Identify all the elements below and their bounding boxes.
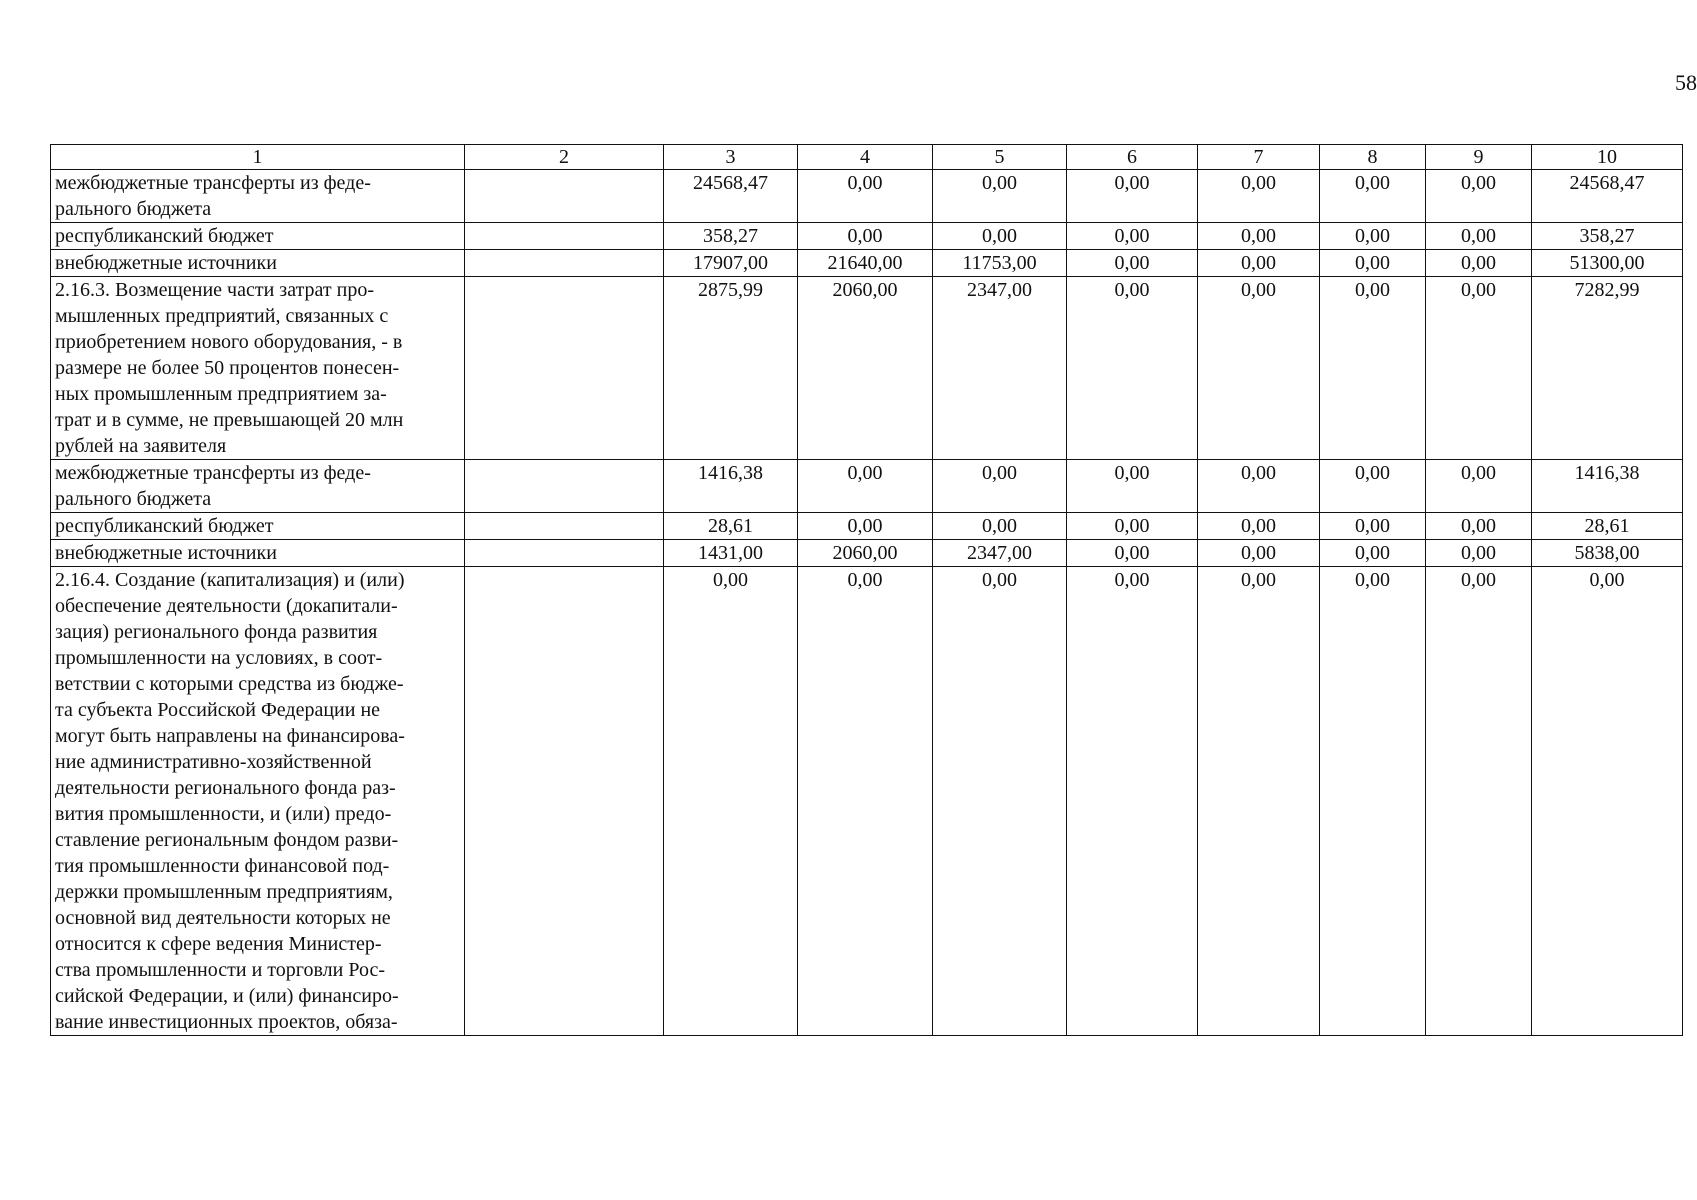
- row-col2: [465, 567, 664, 1036]
- value-cell: 0,00: [933, 170, 1067, 223]
- table-row: [51, 513, 1683, 540]
- row-label: межбюджетные трансферты из феде- рального бюджета: [51, 460, 465, 513]
- value-cell: 28,61: [1532, 513, 1683, 540]
- table-row: [51, 460, 1683, 513]
- value-cell: 24568,47: [1532, 170, 1683, 223]
- table-row: [51, 170, 1683, 223]
- value-cell: 0,00: [798, 223, 933, 250]
- row-col2: [465, 250, 664, 277]
- row-label: внебюджетные источники: [51, 250, 465, 277]
- row-col2: [465, 170, 664, 223]
- value-cell: 0,00: [1067, 170, 1198, 223]
- value-cell: 7282,99: [1532, 277, 1683, 460]
- value-cell: 24568,47: [664, 170, 798, 223]
- column-header: 6: [1067, 145, 1198, 170]
- budget-table: [50, 144, 1683, 1036]
- value-cell: 0,00: [933, 460, 1067, 513]
- column-header: 1: [51, 145, 465, 170]
- value-cell: 51300,00: [1532, 250, 1683, 277]
- row-label: 2.16.4. Создание (капитализация) и (или) обеспечение деятельности (докапитали- зация) регионального фонда развития промышленности на условиях, в соот- ветствии с которыми средства из бюдже- та субъекта Российской Федерации не могут быть направлены на финансирова- ние административно-хозяйственной деятельности регионального фонда раз- вития промышленности, и (или) предо- ставление региональным фондом разви- тия промышленности финансовой под- держки промышленным предприятиям, основной вид деятельности которых не относится к сфере ведения Министер- ства промышленности и торговли Рос- сийской Федерации, и (или) финансиро- вание инвестиционных проектов, обяза-: [51, 567, 465, 1036]
- column-header: 2: [465, 145, 664, 170]
- value-cell: 0,00: [1067, 567, 1198, 1036]
- value-cell: 0,00: [1426, 223, 1532, 250]
- column-header: 3: [664, 145, 798, 170]
- value-cell: 0,00: [1320, 540, 1426, 567]
- row-label: 2.16.3. Возмещение части затрат про- мышленных предприятий, связанных с приобретением нового оборудования, - в размере не более 50 процентов понесен- ных промышленным предприятием за- трат и в сумме, не превышающей 20 млн рублей на заявителя: [51, 277, 465, 460]
- table-row: [51, 250, 1683, 277]
- column-header: 5: [933, 145, 1067, 170]
- value-cell: 11753,00: [933, 250, 1067, 277]
- value-cell: 0,00: [1426, 170, 1532, 223]
- value-cell: 0,00: [1320, 170, 1426, 223]
- value-cell: 0,00: [1320, 460, 1426, 513]
- column-header: 4: [798, 145, 933, 170]
- value-cell: 0,00: [1320, 250, 1426, 277]
- value-cell: 17907,00: [664, 250, 798, 277]
- value-cell: 0,00: [1426, 567, 1532, 1036]
- value-cell: 0,00: [798, 513, 933, 540]
- value-cell: 1431,00: [664, 540, 798, 567]
- value-cell: 28,61: [664, 513, 798, 540]
- column-header: 7: [1198, 145, 1320, 170]
- column-header: 9: [1426, 145, 1532, 170]
- row-col2: [465, 277, 664, 460]
- value-cell: 0,00: [1320, 277, 1426, 460]
- value-cell: 0,00: [1198, 223, 1320, 250]
- value-cell: 0,00: [1198, 567, 1320, 1036]
- row-label: внебюджетные источники: [51, 540, 465, 567]
- value-cell: 0,00: [1067, 223, 1198, 250]
- value-cell: 0,00: [1426, 540, 1532, 567]
- value-cell: 358,27: [1532, 223, 1683, 250]
- value-cell: 0,00: [664, 567, 798, 1036]
- value-cell: 1416,38: [664, 460, 798, 513]
- value-cell: 5838,00: [1532, 540, 1683, 567]
- table-row: [51, 277, 1683, 460]
- table-row: [51, 223, 1683, 250]
- value-cell: 2060,00: [798, 540, 933, 567]
- row-label: межбюджетные трансферты из феде- рального бюджета: [51, 170, 465, 223]
- value-cell: 2060,00: [798, 277, 933, 460]
- value-cell: 0,00: [1067, 513, 1198, 540]
- page-number: 58: [1675, 70, 1697, 95]
- value-cell: 0,00: [1426, 513, 1532, 540]
- value-cell: 0,00: [1198, 540, 1320, 567]
- value-cell: 0,00: [1532, 567, 1683, 1036]
- table-row: [51, 567, 1683, 1036]
- value-cell: 0,00: [1426, 460, 1532, 513]
- value-cell: 0,00: [1067, 250, 1198, 277]
- value-cell: 0,00: [1067, 540, 1198, 567]
- value-cell: 0,00: [1198, 170, 1320, 223]
- value-cell: 0,00: [1426, 250, 1532, 277]
- value-cell: 358,27: [664, 223, 798, 250]
- row-col2: [465, 460, 664, 513]
- value-cell: 2347,00: [933, 277, 1067, 460]
- row-col2: [465, 540, 664, 567]
- column-header: 8: [1320, 145, 1426, 170]
- value-cell: 0,00: [933, 567, 1067, 1036]
- column-header: 10: [1532, 145, 1683, 170]
- value-cell: 0,00: [1067, 277, 1198, 460]
- value-cell: 2875,99: [664, 277, 798, 460]
- value-cell: 0,00: [1320, 567, 1426, 1036]
- value-cell: 0,00: [1320, 513, 1426, 540]
- value-cell: 0,00: [1426, 277, 1532, 460]
- value-cell: 21640,00: [798, 250, 933, 277]
- value-cell: 0,00: [1198, 460, 1320, 513]
- value-cell: 0,00: [933, 223, 1067, 250]
- value-cell: 0,00: [1320, 223, 1426, 250]
- value-cell: 1416,38: [1532, 460, 1683, 513]
- row-label: республиканский бюджет: [51, 513, 465, 540]
- table-row: [51, 540, 1683, 567]
- row-label: республиканский бюджет: [51, 223, 465, 250]
- value-cell: 0,00: [1067, 460, 1198, 513]
- value-cell: 0,00: [1198, 250, 1320, 277]
- value-cell: 0,00: [1198, 277, 1320, 460]
- row-col2: [465, 513, 664, 540]
- header-row: [51, 145, 1683, 170]
- value-cell: 0,00: [798, 460, 933, 513]
- row-col2: [465, 223, 664, 250]
- value-cell: 2347,00: [933, 540, 1067, 567]
- value-cell: 0,00: [933, 513, 1067, 540]
- value-cell: 0,00: [798, 170, 933, 223]
- value-cell: 0,00: [1198, 513, 1320, 540]
- value-cell: 0,00: [798, 567, 933, 1036]
